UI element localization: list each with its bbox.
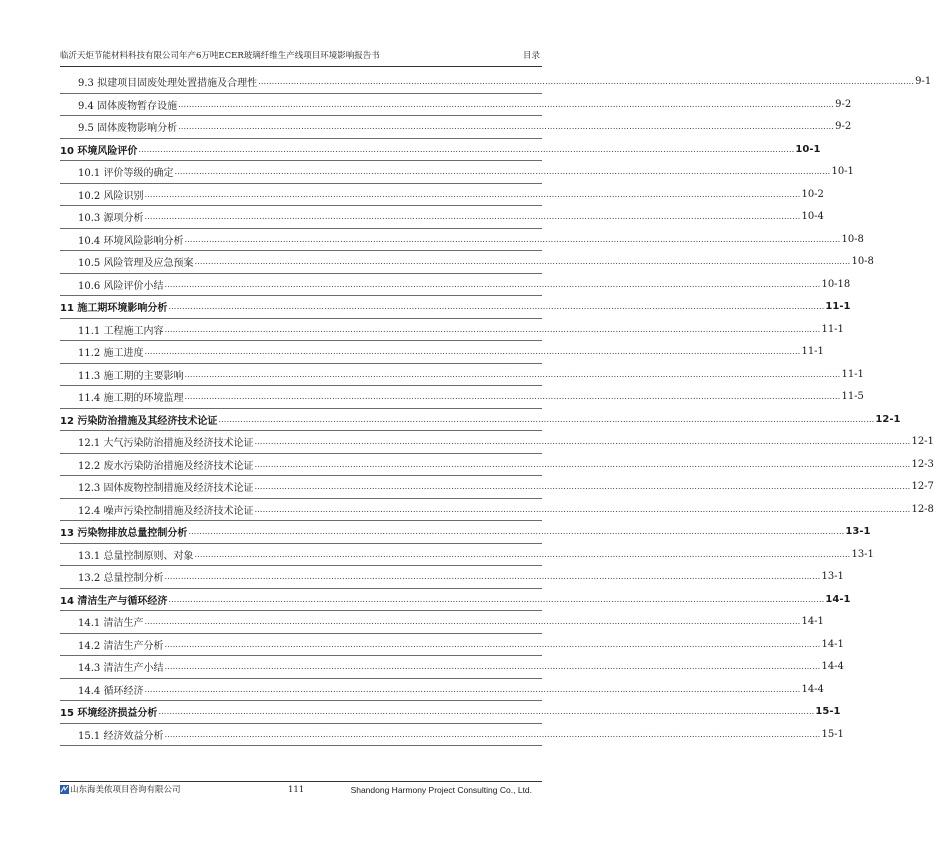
toc-entry-label: 11 施工期环境影响分析: [60, 303, 168, 315]
toc-entry[interactable]: [60, 71, 932, 94]
toc-dot-leader: ……………………………………………………………………………………………………………………………………………………………………………………………………………………: [184, 369, 841, 379]
section-name: 目录: [522, 51, 540, 61]
toc-dot-leader: ……………………………………………………………………………………………………………………………………………………………………………………………………………………: [184, 234, 841, 244]
toc-entry-page: 11-1: [801, 346, 824, 358]
toc-dot-leader: ……………………………………………………………………………………………………………………………………………………………………………………………………………………: [254, 459, 911, 469]
toc-entry-page: 11-1: [825, 301, 851, 313]
toc-entry-page: 9-2: [835, 98, 852, 110]
toc-entry-page: 13-1: [851, 548, 874, 560]
toc-entry[interactable]: [60, 431, 934, 454]
toc-entry[interactable]: [60, 454, 934, 477]
toc-entry-page: 11-1: [841, 368, 864, 380]
toc-entry-label: 12.3 固体废物控制措施及经济技术论证: [78, 483, 254, 495]
toc-dot-leader: ……………………………………………………………………………………………………………………………………………………………………………………………………………………: [254, 437, 911, 447]
toc-entry-label: 10.3 源项分析: [78, 213, 144, 225]
toc-entry-label: 10 环境风险评价: [60, 145, 138, 157]
toc-entry-label: 14.1 清洁生产: [78, 618, 144, 630]
toc-dot-leader: ……………………………………………………………………………………………………………………………………………………………………………………………………………………: [138, 144, 795, 154]
toc-entry-page: 12-1: [911, 436, 934, 448]
toc-entry-page: 14-1: [821, 638, 844, 650]
toc-dot-leader: ……………………………………………………………………………………………………………………………………………………………………………………………………………………: [144, 684, 801, 694]
toc-dot-leader: ……………………………………………………………………………………………………………………………………………………………………………………………………………………: [168, 302, 825, 312]
toc-entry-page: 13-1: [845, 526, 871, 538]
toc-entry-page: 13-1: [821, 571, 844, 583]
header-divider: [60, 66, 542, 67]
toc-entry[interactable]: [60, 634, 844, 657]
toc-dot-leader: ……………………………………………………………………………………………………………………………………………………………………………………………………………………: [184, 392, 841, 402]
toc-entry[interactable]: [60, 296, 851, 319]
footer-company-en: Shandong Harmony Project Consulting Co., Ltd.: [350, 785, 532, 795]
toc-entry[interactable]: [60, 229, 864, 252]
toc-entry[interactable]: [60, 476, 934, 499]
toc-entry-page: 12-3: [911, 458, 934, 470]
toc-entry[interactable]: [60, 386, 864, 409]
toc-entry[interactable]: [60, 409, 901, 432]
toc-entry-page: 10-1: [795, 143, 821, 155]
toc-entry-page: 12-8: [911, 503, 934, 515]
toc-entry-page: 10-8: [851, 256, 874, 268]
toc-entry-label: 11.1 工程施工内容: [78, 325, 164, 337]
toc-entry[interactable]: [60, 521, 871, 544]
toc-entry-page: 9-1: [915, 76, 932, 88]
toc-entry-label: 13 污染物排放总量控制分析: [60, 528, 188, 540]
toc-dot-leader: ……………………………………………………………………………………………………………………………………………………………………………………………………………………: [144, 617, 801, 627]
document-title: 临沂天炬节能材料科技有限公司年产6万吨ECER玻璃纤维生产线项目环境影响报告书: [60, 51, 380, 61]
toc-entry-label: 10.1 评价等级的确定: [78, 168, 174, 180]
toc-entry-label: 14.3 清洁生产小结: [78, 663, 164, 675]
toc-entry-label: 14 清洁生产与循环经济: [60, 595, 168, 607]
toc-entry[interactable]: [60, 341, 824, 364]
toc-entry-label: 12.1 大气污染防治措施及经济技术论证: [78, 438, 254, 450]
toc-entry[interactable]: [60, 589, 851, 612]
toc-dot-leader: ……………………………………………………………………………………………………………………………………………………………………………………………………………………: [164, 729, 821, 739]
toc-entry[interactable]: [60, 319, 844, 342]
toc-entry-label: 12 污染防治措施及其经济技术论证: [60, 415, 218, 427]
page-footer: [60, 783, 542, 797]
toc-entry[interactable]: [60, 611, 824, 634]
toc-entry[interactable]: [60, 544, 874, 567]
toc-entry-page: 10-4: [801, 211, 824, 223]
toc-entry-label: 13.1 总量控制原则、对象: [78, 550, 194, 562]
toc-entry[interactable]: [60, 94, 852, 117]
toc-entry-label: 12.4 噪声污染控制措施及经济技术论证: [78, 505, 254, 517]
toc-dot-leader: ……………………………………………………………………………………………………………………………………………………………………………………………………………………: [164, 639, 821, 649]
toc-dot-leader: ……………………………………………………………………………………………………………………………………………………………………………………………………………………: [178, 122, 835, 132]
toc-entry-label: 9.3 拟建项目固废处理处置措施及合理性: [78, 78, 258, 90]
toc-entry[interactable]: [60, 679, 824, 702]
toc-dot-leader: ……………………………………………………………………………………………………………………………………………………………………………………………………………………: [258, 77, 915, 87]
toc-entry[interactable]: [60, 184, 824, 207]
toc-entry-page: 14-1: [825, 593, 851, 605]
toc-dot-leader: ……………………………………………………………………………………………………………………………………………………………………………………………………………………: [158, 707, 815, 717]
toc-entry-label: 9.5 固体废物影响分析: [78, 123, 178, 135]
toc-entry[interactable]: [60, 499, 934, 522]
toc-entry-label: 15 环境经济损益分析: [60, 708, 158, 720]
toc-entry-label: 10.4 环境风险影响分析: [78, 235, 184, 247]
toc-entry-label: 10.5 风险管理及应急预案: [78, 258, 194, 270]
toc-entry-page: 11-1: [821, 323, 844, 335]
toc-entry-label: 10.6 风险评价小结: [78, 280, 164, 292]
toc-dot-leader: ……………………………………………………………………………………………………………………………………………………………………………………………………………………: [254, 482, 911, 492]
toc-dot-leader: ……………………………………………………………………………………………………………………………………………………………………………………………………………………: [168, 594, 825, 604]
toc-dot-leader: ……………………………………………………………………………………………………………………………………………………………………………………………………………………: [144, 189, 801, 199]
toc-entry-page: 11-5: [841, 391, 864, 403]
toc-dot-leader: ……………………………………………………………………………………………………………………………………………………………………………………………………………………: [254, 504, 911, 514]
toc-entry-page: 14-1: [801, 616, 824, 628]
toc-dot-leader: ……………………………………………………………………………………………………………………………………………………………………………………………………………………: [164, 572, 821, 582]
toc-entry-label: 10.2 风险识别: [78, 190, 144, 202]
toc-entry-label: 15.1 经济效益分析: [78, 730, 164, 742]
toc-entry-label: 14.4 循环经济: [78, 685, 144, 697]
page-header: [60, 49, 542, 63]
footer-company: 山东海美侬项目咨询有限公司: [70, 785, 181, 795]
toc-dot-leader: ……………………………………………………………………………………………………………………………………………………………………………………………………………………: [144, 347, 801, 357]
toc-entry-page: 15-1: [821, 728, 844, 740]
page-number: 111: [288, 785, 305, 795]
toc-dot-leader: ……………………………………………………………………………………………………………………………………………………………………………………………………………………: [194, 549, 851, 559]
toc-entry-page: 10-18: [821, 278, 851, 290]
footer-divider: [60, 781, 542, 782]
toc-entry[interactable]: [60, 274, 851, 297]
table-of-contents: [60, 71, 934, 746]
toc-entry[interactable]: [60, 161, 854, 184]
toc-entry[interactable]: [60, 566, 844, 589]
toc-dot-leader: ……………………………………………………………………………………………………………………………………………………………………………………………………………………: [174, 167, 831, 177]
company-logo-icon: [60, 785, 69, 794]
toc-entry-page: 12-7: [911, 481, 934, 493]
toc-entry[interactable]: [60, 724, 844, 747]
toc-entry-page: 14-4: [821, 661, 844, 673]
toc-entry-label: 13.2 总量控制分析: [78, 573, 164, 585]
toc-entry-page: 12-1: [875, 413, 901, 425]
toc-entry[interactable]: [60, 116, 852, 139]
toc-entry-label: 14.2 清洁生产分析: [78, 640, 164, 652]
toc-entry[interactable]: [60, 251, 874, 274]
toc-entry-page: 14-4: [801, 683, 824, 695]
toc-entry-page: 10-8: [841, 233, 864, 245]
toc-dot-leader: ……………………………………………………………………………………………………………………………………………………………………………………………………………………: [164, 324, 821, 334]
toc-entry-page: 10-2: [801, 188, 824, 200]
toc-entry[interactable]: [60, 364, 864, 387]
toc-dot-leader: ……………………………………………………………………………………………………………………………………………………………………………………………………………………: [194, 257, 851, 267]
toc-dot-leader: ……………………………………………………………………………………………………………………………………………………………………………………………………………………: [164, 279, 821, 289]
toc-entry-page: 9-2: [835, 121, 852, 133]
toc-entry[interactable]: [60, 139, 821, 162]
toc-entry[interactable]: [60, 701, 841, 724]
toc-dot-leader: ……………………………………………………………………………………………………………………………………………………………………………………………………………………: [188, 527, 845, 537]
toc-entry-label: 11.2 施工进度: [78, 348, 144, 360]
toc-entry[interactable]: [60, 206, 824, 229]
toc-entry-label: 12.2 废水污染防治措施及经济技术论证: [78, 460, 254, 472]
toc-entry-page: 10-1: [831, 166, 854, 178]
toc-dot-leader: ……………………………………………………………………………………………………………………………………………………………………………………………………………………: [178, 99, 835, 109]
toc-dot-leader: ……………………………………………………………………………………………………………………………………………………………………………………………………………………: [144, 212, 801, 222]
toc-entry-label: 9.4 固体废物暂存设施: [78, 100, 178, 112]
toc-entry-page: 15-1: [815, 706, 841, 718]
toc-dot-leader: ……………………………………………………………………………………………………………………………………………………………………………………………………………………: [164, 662, 821, 672]
toc-dot-leader: ……………………………………………………………………………………………………………………………………………………………………………………………………………………: [218, 414, 875, 424]
toc-entry-label: 11.4 施工期的环境监理: [78, 393, 184, 405]
toc-entry[interactable]: [60, 656, 844, 679]
toc-entry-label: 11.3 施工期的主要影响: [78, 370, 184, 382]
